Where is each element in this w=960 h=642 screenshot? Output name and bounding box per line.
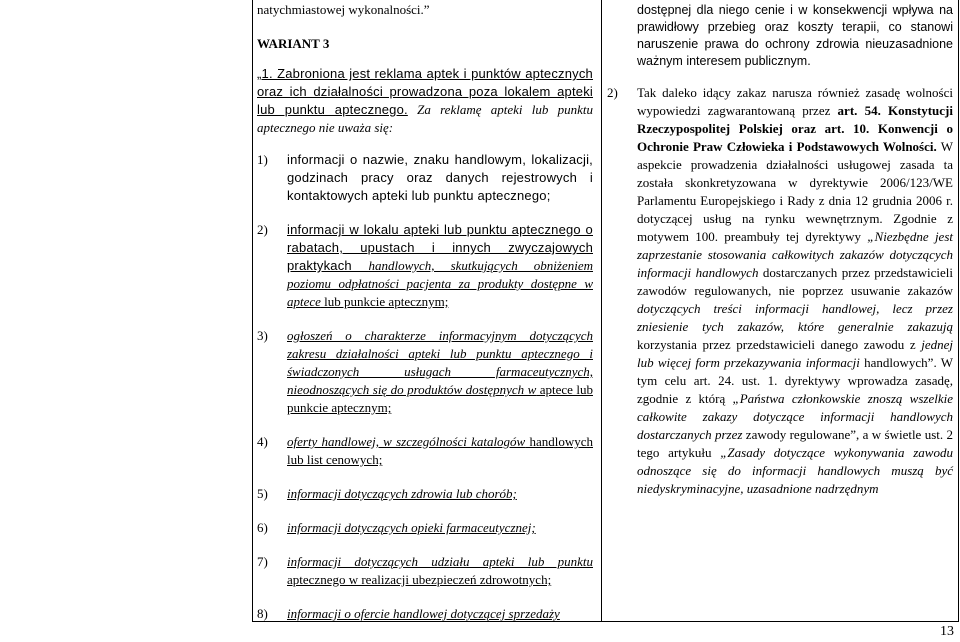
argument-number: 2) [607,85,618,100]
text-run: jednej lub więcej form przekazywania informacji [637,337,953,370]
list-item-text [287,433,593,469]
text-run: informacji o nazwie, znaku handlowym, lokalizacji, godzinach pracy oraz danych rejestrowych i kontaktowych apteki lub punktu aptecznego; [287,152,593,203]
page-number: 13 [940,624,954,639]
list-item-number: 6) [257,520,268,535]
list-item [257,519,593,537]
exclusion-list [257,151,593,623]
list-item-number: 5) [257,486,268,501]
argument-item-2 [607,84,953,498]
list-item-number: 8) [257,606,268,621]
list-item [257,151,593,205]
text-run: handlowych, skutkujących obniżeniem poziomu odpłatności pacjenta za produkty dostępne w aptece [287,258,593,309]
text-run: „Zasady dotyczące wykonywania zawodu odnoszące się do informacji handlowych muszą być niedyskryminacyjne, uzasadnione nadrzędnym [637,445,953,496]
text-run: informacji dotyczących udziału apteki lub punktu [287,554,593,569]
list-item-number: 4) [257,434,268,449]
list-item [257,327,593,417]
right-column [607,0,953,498]
text-run: „Państwa członkowskie znoszą wszelkie całkowite zakazy dotyczące informacji handlowych dostarczanych przez [637,391,953,442]
text-run: informacji dotyczących opieki farmaceutycznej; [287,520,536,535]
right-top-paragraph: dostępnej dla niego cenie i w konsekwencji wpływa na prawidłowy przebieg oraz koszty terapii, co stanowi naruszenie prawa do ochrony zdrowia nieuzasadnione ważnym interesem publicznym. [637,3,953,68]
text-run: oferty handlowej, w szczególności katalogów [287,434,526,449]
list-item-text [287,221,593,311]
text-run: Tak daleko idący zakaz narusza również zasadę wolności wypowiedzi zagwarantowaną przez [637,85,953,118]
list-item-number: 7) [257,554,268,569]
text-run: handlowych lub list cenowych; [287,434,593,467]
text-run: aptecznego w realizacji ubezpieczeń zdrowotnych; [287,572,552,587]
list-item-text [287,327,593,417]
list-item-text [287,151,593,205]
table-border-right [958,0,959,622]
list-item-text [287,485,593,503]
left-column [257,0,593,623]
list-item [257,605,593,623]
intro-paragraph [257,65,593,137]
text-run: dotyczących treści informacji handlowej, lecz przez zniesienie tych zakazów, które generalnie zakazują [637,301,953,334]
argument-text [637,84,953,498]
text-run: W aspekcie prowadzenia działalności usługowej zasada ta została skonkretyzowana w dyrektywie 2006/123/WE Parlamentu Europejskiego i Rady z dnia 12 grudnia 2006 r. dotyczącej usług na rynku wewnętrznym. Zgodnie z motywem 100. preambuły tej dyrektywy [637,139,954,244]
list-item-number: 2) [257,222,268,237]
list-item [257,433,593,469]
intro-sentence-two: Za reklamę apteki lub punktu aptecznego nie uważa się: [257,102,594,135]
continuation-line: natychmiastowej wykonalności.” [257,2,430,17]
list-item-text [287,605,593,623]
intro-sentence-one: „1. Zabroniona jest reklama aptek i punktów aptecznych oraz ich działalności prowadzona poza lokalem apteki lub punktu aptecznego. [257,66,593,117]
text-run: handlowych”. W tym celu art. 24. ust. 1. dyrektywy wprowadza zasadę, zgodnie z którą [637,355,953,406]
table-border-left [252,0,253,622]
text-run: ogłoszeń o charakterze informacyjnym dotyczących zakresu działalności apteki lub punktu aptecznego i świadczonych usługach farmaceutycznych, nieodnoszących się do produktów dostępnych w [287,328,593,397]
text-run: art. 54. Konstytucji Rzeczypospolitej Polskiej oraz art. 10. Konwencji o Ochronie Praw Człowieka i Podstawowych Wolności. [637,103,953,154]
variant-heading: WARIANT 3 [257,36,330,51]
text-run: korzystania przez przedstawicieli danego zawodu z [637,337,922,352]
text-run: informacji o ofercie handlowej dotyczącej sprzedaży [287,606,560,621]
list-item [257,221,593,311]
text-run: informacji w lokalu apteki lub punktu aptecznego o rabatach, upustach i innych zwyczajowych praktykach [287,222,593,273]
text-run: dostarczanych przez przedstawicieli zawodów regulowanych, nie poprzez usuwanie zakazów [637,265,953,298]
list-item [257,485,593,503]
text-run: „Niezbędne jest zaprzestanie stosowania całkowitych zakazów dotyczących informacji handlowych [637,229,954,280]
text-run: informacji dotyczących zdrowia lub chorób; [287,486,517,501]
list-item-text [287,553,593,589]
list-item-number: 1) [257,152,268,167]
list-item [257,553,593,589]
list-item-text [287,519,593,537]
table-border-middle [601,0,602,622]
text-run: lub punkcie aptecznym; [320,294,449,309]
text-run: zawody regulowane”, a w świetle ust. 2 tego artykułu [637,427,953,460]
list-item-number: 3) [257,328,268,343]
text-run: aptece lub punkcie aptecznym; [287,382,593,415]
